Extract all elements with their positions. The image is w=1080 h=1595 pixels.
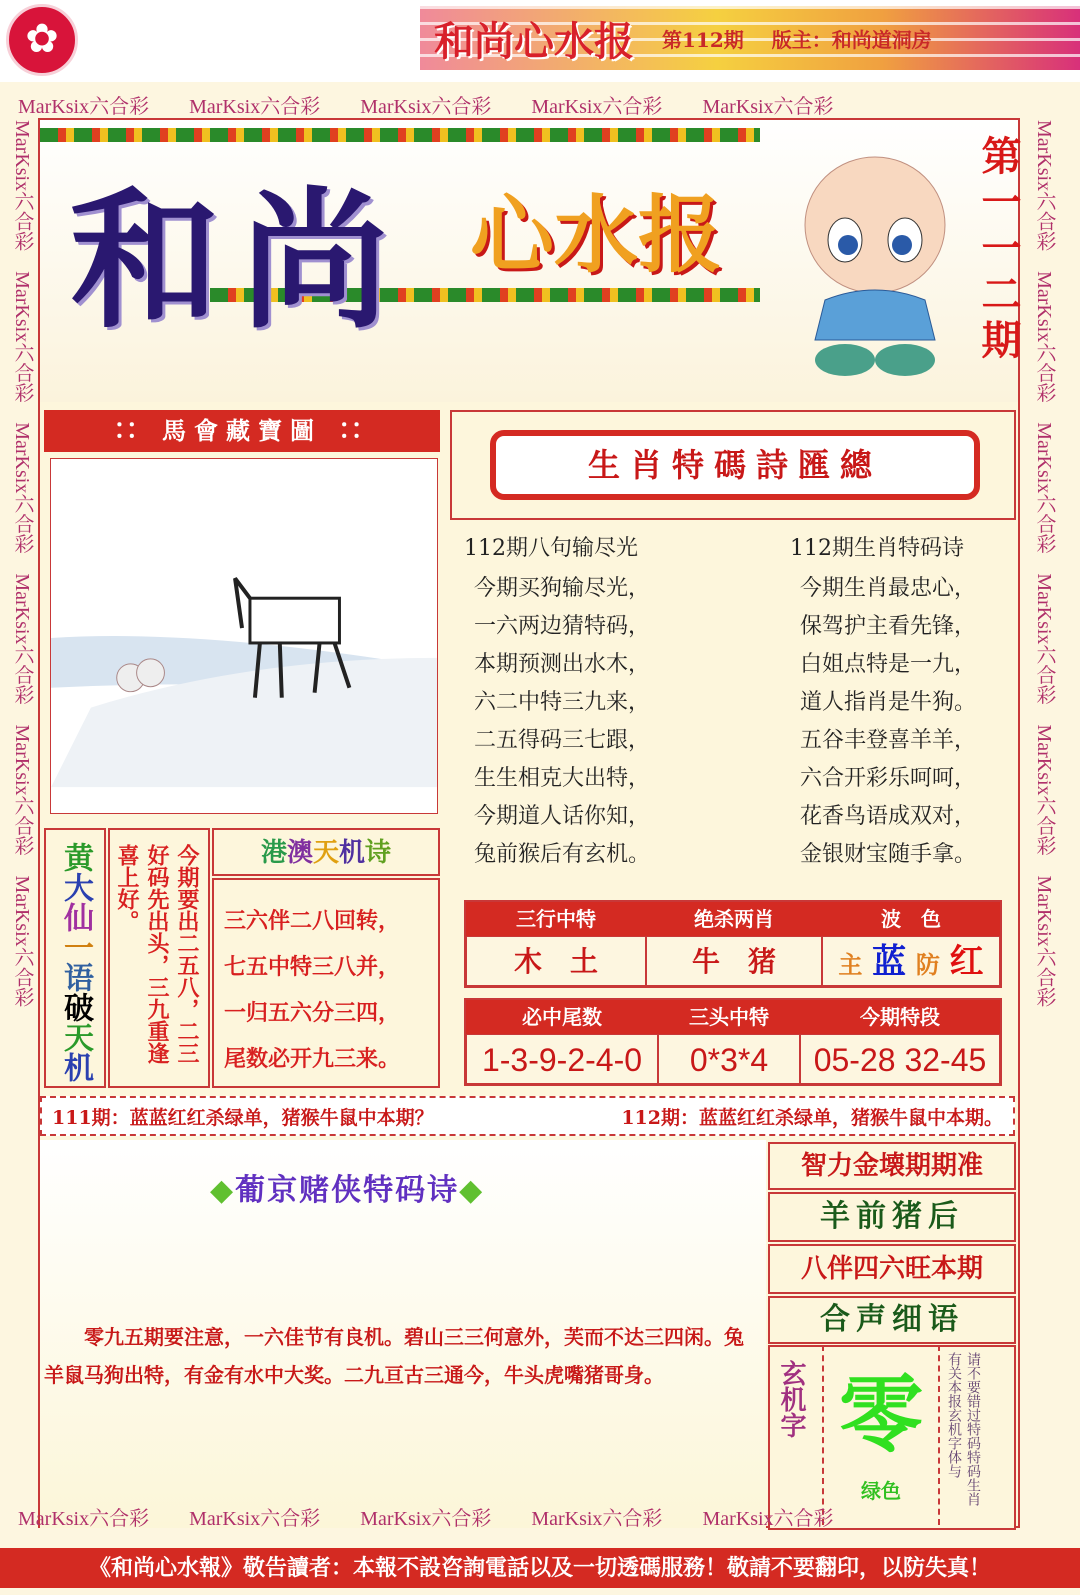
watermark: MarKsix六合彩: [189, 96, 321, 118]
poem-line: 六合开彩乐呵呵，: [800, 766, 977, 791]
right-box-4: 合声细语: [768, 1296, 1016, 1344]
issue-vertical: 第一一二期: [975, 135, 1022, 365]
poem-line: 本期预测出水木，: [474, 652, 651, 677]
masthead-title-big: 和尚: [70, 173, 411, 349]
poem-line: 一六两边猜特码，: [474, 614, 651, 639]
watermark: MarKsix六合彩: [531, 96, 663, 118]
watermark: MarKsix六合彩: [1033, 120, 1055, 252]
hk-flower-logo-icon: ✿: [6, 4, 78, 76]
watermark-row-bottom: [18, 1502, 1068, 1531]
watermark: MarKsix六合彩: [702, 1508, 834, 1530]
watermark-col-left: [8, 120, 37, 1500]
poem-line: 一归五六分三四，: [224, 1000, 401, 1026]
watermark: MarKsix六合彩: [11, 120, 33, 252]
xuanji-char: 零: [838, 1365, 923, 1464]
header-editor: 版主：和尚道洞房: [771, 27, 932, 52]
poem-line: 生生相克大出特，: [474, 766, 651, 791]
issue-112-text: 112期：蓝蓝红红杀绿单，猪猴牛鼠中本期。: [621, 1106, 1003, 1129]
treasure-map-title: ∷ 馬會藏寶圖 ∷: [44, 410, 440, 452]
poem-line: 白姐点特是一九，: [800, 652, 977, 677]
prediction-table-2: [464, 998, 1002, 1086]
title-char: 仙: [58, 902, 93, 932]
watermark: MarKsix六合彩: [11, 724, 33, 856]
poem-line: 二五得码三七跟，: [474, 728, 651, 753]
xuanji-color: 绿色: [861, 1479, 901, 1503]
poem-line: 六二中特三九来，: [474, 690, 651, 715]
title-char: 一: [58, 932, 93, 962]
table-cell: 0*3*4: [658, 1034, 800, 1084]
table-cell: 1-3-9-2-4-0: [466, 1034, 658, 1084]
previous-issue-row: [40, 1096, 1015, 1136]
title-char: 机: [58, 1052, 93, 1082]
footer-disclaimer: 《和尚心水報》敬告讀者：本報不設咨詢電話以及一切透碼服務！敬請不要翻印，以防失真！: [0, 1548, 1080, 1588]
poem-title: 112期生肖特码诗: [790, 536, 964, 561]
poem-line: 七五中特三八并，: [224, 954, 401, 980]
issue-111-text: 111期：蓝蓝红红杀绿单，猪猴牛鼠中本期？: [52, 1106, 434, 1129]
table-header: 三头中特: [658, 1000, 800, 1034]
watermark: MarKsix六合彩: [1033, 271, 1055, 403]
table-cell: 木 土: [466, 936, 646, 986]
gangao-poem-title: [212, 828, 440, 876]
watermark: MarKsix六合彩: [11, 422, 33, 554]
watermark: MarKsix六合彩: [1033, 875, 1055, 1007]
pujing-title-text: 葡京赌侠特码诗: [235, 1173, 460, 1208]
wave-main-label: 主: [838, 950, 863, 979]
poem-line: 金银财宝随手拿。: [800, 842, 977, 867]
watermark: MarKsix六合彩: [11, 271, 33, 403]
table-cell: 牛 猪: [646, 936, 822, 986]
poem-left: [464, 530, 650, 874]
table-header: 必中尾数: [466, 1000, 658, 1034]
watermark: MarKsix六合彩: [18, 96, 150, 118]
pujing-paragraph: 零九五期要注意，一六佳节有良机。碧山三三何意外，芙而不达三四闲。兔羊鼠马狗出特，有金有水中大奖。二九亘古三通今，牛头虎嘴猪哥身。: [44, 1325, 744, 1387]
poem-line: 道人指肖是牛狗。: [800, 690, 977, 715]
gangao-poem: [212, 878, 440, 1088]
poem-line: 兔前猴后有玄机。: [474, 842, 651, 867]
wong-tai-sin-title: [44, 828, 106, 1088]
watermark: MarKsix六合彩: [1033, 573, 1055, 705]
watermark-col-right: [1030, 120, 1059, 1500]
poem-line: 保驾护主看先锋，: [800, 614, 977, 639]
watermark: MarKsix六合彩: [11, 573, 33, 705]
triangle-icon: ◆: [210, 1173, 236, 1208]
poem-line: 尾数必开九三来。: [224, 1046, 401, 1072]
wave-guard-label: 防: [915, 950, 940, 979]
zebra-painting: [50, 458, 438, 814]
header-issue: 第112期: [662, 27, 744, 52]
title-char: 澳: [286, 838, 313, 868]
poem-line: 三六伴二八回转，: [224, 908, 401, 934]
watermark: MarKsix六合彩: [531, 1508, 663, 1530]
poem-line: 今期生肖最忠心，: [800, 576, 977, 601]
title-char: 黄: [58, 842, 93, 872]
wave-color-cell: [822, 936, 1000, 986]
title-char: 机: [339, 838, 366, 868]
masthead-title-small: 心水报: [470, 185, 723, 284]
title-char: 语: [58, 962, 93, 992]
poem-right: [790, 530, 976, 874]
title-char: 港: [260, 838, 287, 868]
poem-line: 五谷丰登喜羊羊，: [800, 728, 977, 753]
triangle-icon: ◆: [459, 1173, 485, 1208]
wong-tai-sin-tip: 今期要出二五八，二三好码先出头，三九重逢喜上好。: [108, 828, 210, 1088]
title-char: 诗: [365, 838, 392, 868]
poem-line: 花香鸟语成双对，: [800, 804, 977, 829]
pujing-title: [210, 1165, 484, 1209]
title-char: 破: [58, 992, 93, 1022]
watermark: MarKsix六合彩: [1033, 422, 1055, 554]
table-header: 今期特段: [800, 1000, 1000, 1034]
table-header: 三行中特: [466, 902, 646, 936]
wave-main-value: 蓝: [872, 942, 907, 982]
summary-title: 生肖特碼詩匯總: [490, 430, 980, 500]
xuanji-label: 玄机字: [776, 1360, 806, 1438]
right-box-2: 羊前猪后: [768, 1192, 1016, 1242]
poem-line: 今期买狗输尽光，: [474, 576, 651, 601]
title-char: 大: [58, 872, 93, 902]
title-char: 天: [58, 1022, 93, 1052]
watermark: MarKsix六合彩: [702, 96, 834, 118]
watermark: MarKsix六合彩: [189, 1508, 321, 1530]
prediction-table-1: [464, 900, 1002, 988]
watermark: MarKsix六合彩: [1033, 724, 1055, 856]
right-box-3: 八伴四六旺本期: [768, 1244, 1016, 1294]
title-char: 天: [312, 838, 339, 868]
table-header: 波 色: [822, 902, 1000, 936]
xuanji-char-box: [822, 1345, 940, 1525]
title-band: [420, 6, 1080, 70]
watermark-row-top: [18, 90, 1068, 119]
wave-guard-value: 红: [949, 942, 984, 982]
header-title: 和尚心水报: [434, 17, 634, 65]
monk-illustration: [790, 150, 960, 380]
xuanji-note: 请不要错过特码特码生肖有关本报玄机字体与: [946, 1352, 981, 1506]
watermark: MarKsix六合彩: [360, 1508, 492, 1530]
watermark: MarKsix六合彩: [11, 875, 33, 1007]
table-cell: 05-28 32-45: [800, 1034, 1000, 1084]
watermark: MarKsix六合彩: [360, 96, 492, 118]
poem-title: 112期八句输尽光: [464, 536, 638, 561]
watermark: MarKsix六合彩: [18, 1508, 150, 1530]
table-header: 绝杀两肖: [646, 902, 822, 936]
right-box-1: 智力金壊期期准: [768, 1142, 1016, 1190]
poem-line: 今期道人话你知，: [474, 804, 651, 829]
